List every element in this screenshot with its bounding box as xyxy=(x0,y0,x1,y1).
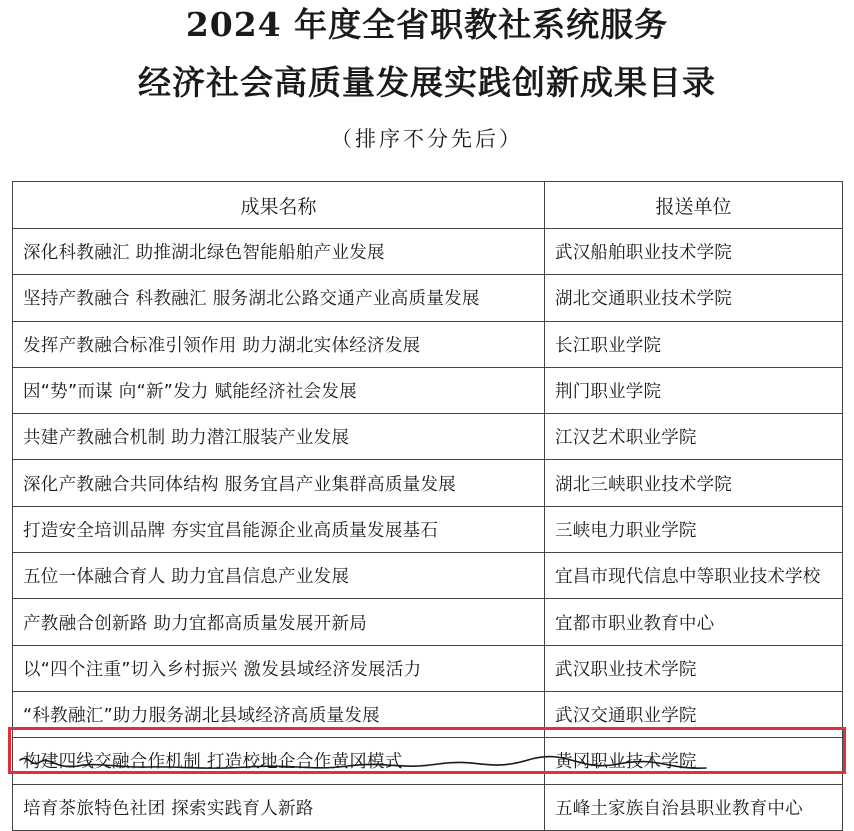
submitting-unit: 武汉职业技术学院 xyxy=(545,645,843,691)
title-line-1: 2024 年度全省职教社系统服务 xyxy=(185,5,669,44)
header-submitting-unit: 报送单位 xyxy=(545,182,843,229)
table-row xyxy=(13,367,843,413)
table-header-row xyxy=(13,182,843,229)
table-row xyxy=(13,460,843,506)
achievement-name: 打造安全培训品牌 夯实宜昌能源企业高质量发展基石 xyxy=(13,506,545,552)
achievement-name: 共建产教融合机制 助力潜江服装产业发展 xyxy=(13,414,545,460)
achievement-name: 构建四线交融合作机制 打造校地企合作黄冈模式 xyxy=(13,738,545,784)
table-row xyxy=(13,784,843,830)
achievement-name: 发挥产教融合标准引领作用 助力湖北实体经济发展 xyxy=(13,321,545,367)
submitting-unit: 三峡电力职业学院 xyxy=(545,506,843,552)
submitting-unit: 武汉船舶职业技术学院 xyxy=(545,229,843,275)
submitting-unit: 湖北三峡职业技术学院 xyxy=(545,460,843,506)
table-row xyxy=(13,599,843,645)
achievement-name: 培育茶旅特色社团 探索实践育人新路 xyxy=(13,784,545,830)
submitting-unit: 荆门职业学院 xyxy=(545,367,843,413)
table-row xyxy=(13,229,843,275)
table-row xyxy=(13,275,843,321)
achievement-name: 坚持产教融合 科教融汇 服务湖北公路交通产业高质量发展 xyxy=(13,275,545,321)
header-achievement-name: 成果名称 xyxy=(13,182,545,229)
achievement-name: 以“四个注重”切入乡村振兴 激发县域经济发展活力 xyxy=(13,645,545,691)
results-table xyxy=(12,181,843,831)
submitting-unit: 湖北交通职业技术学院 xyxy=(545,275,843,321)
achievement-name: 深化产教融合共同体结构 服务宜昌产业集群高质量发展 xyxy=(13,460,545,506)
submitting-unit: 武汉交通职业学院 xyxy=(545,691,843,737)
achievement-name: 五位一体融合育人 助力宜昌信息产业发展 xyxy=(13,553,545,599)
table-row-highlighted xyxy=(13,738,843,784)
achievement-name: “科教融汇”助力服务湖北县域经济高质量发展 xyxy=(13,691,545,737)
table-row xyxy=(13,321,843,367)
submitting-unit: 宜昌市现代信息中等职业技术学校 xyxy=(545,553,843,599)
title-line-2: 经济社会高质量发展实践创新成果目录 xyxy=(138,63,716,102)
table-row xyxy=(13,414,843,460)
achievement-name: 因“势”而谋 向“新”发力 赋能经济社会发展 xyxy=(13,367,545,413)
table-row xyxy=(13,553,843,599)
achievement-name: 产教融合创新路 助力宜都高质量发展开新局 xyxy=(13,599,545,645)
subtitle: （排序不分先后） xyxy=(331,127,523,151)
table-row xyxy=(13,506,843,552)
submitting-unit: 长江职业学院 xyxy=(545,321,843,367)
table-row xyxy=(13,645,843,691)
submitting-unit: 江汉艺术职业学院 xyxy=(545,414,843,460)
submitting-unit: 宜都市职业教育中心 xyxy=(545,599,843,645)
submitting-unit: 黄冈职业技术学院 xyxy=(545,738,843,784)
achievement-name: 深化科教融汇 助推湖北绿色智能船舶产业发展 xyxy=(13,229,545,275)
table-row xyxy=(13,691,843,737)
submitting-unit: 五峰土家族自治县职业教育中心 xyxy=(545,784,843,830)
